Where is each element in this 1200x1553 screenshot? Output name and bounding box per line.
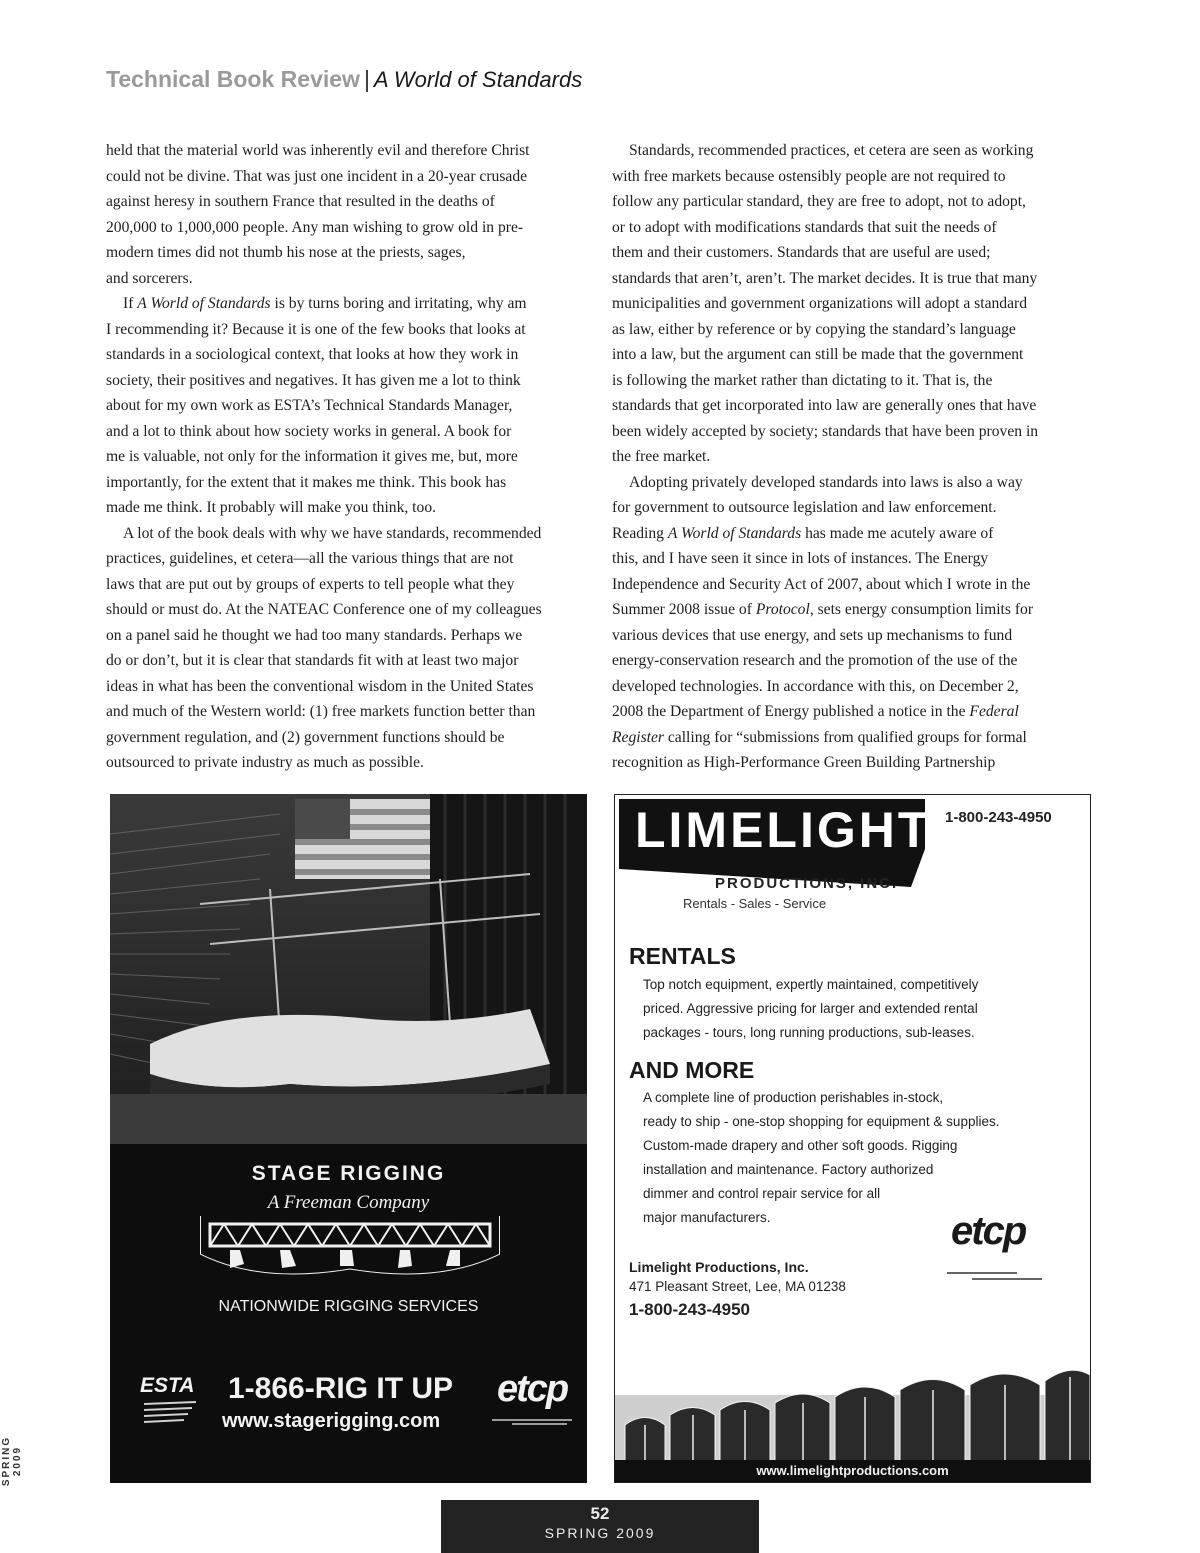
arena-stage-photo: [110, 794, 587, 1144]
text-line: the free market.: [612, 448, 711, 465]
text-line: should or must do. At the NATEAC Conference one of my colleagues: [106, 601, 542, 618]
rentals-body: [643, 973, 1083, 1045]
esta-logo: ESTA: [140, 1374, 195, 1397]
text-line: outsourced to private industry as much as possible.: [106, 754, 424, 771]
text-line: packages - tours, long running productions, sub-leases.: [643, 1025, 975, 1040]
text-run: Summer 2008 issue of: [612, 601, 756, 618]
issue-label: SPRING 2009: [544, 1525, 656, 1541]
left-column: [106, 138, 594, 776]
stage-rigging-phone[interactable]: 1-866-RIG IT UP: [228, 1372, 454, 1405]
publication-title: Federal: [969, 703, 1019, 720]
side-issue-label: [1, 1420, 23, 1500]
text-line: me is valuable, not only for the information it gives me, but, more: [106, 448, 518, 465]
text-line: dimmer and control repair service for all: [643, 1186, 881, 1201]
text-run: 2008 the Department of Energy published a notice in the: [612, 703, 970, 720]
text-line: [106, 291, 594, 317]
text-line: Adopting privately developed standards into laws is also a way: [629, 473, 1023, 491]
right-column: [612, 138, 1100, 776]
stage-rigging-website[interactable]: www.stagerigging.com: [222, 1410, 441, 1432]
text-line: energy-conservation research and the promotion of the use of the: [612, 652, 1018, 669]
limelight-contact: [629, 1257, 846, 1323]
text-line: practices, guidelines, et cetera—all the various things that are not: [106, 550, 514, 567]
etcp-fine-print-icon: [947, 1269, 1047, 1283]
limelight-tagline: Rentals - Sales - Service: [683, 896, 827, 911]
book-title: A World of Standards: [667, 524, 802, 542]
text-run: has made me acutely aware of: [801, 524, 994, 542]
services-text: NATIONWIDE RIGGING SERVICES: [218, 1298, 479, 1315]
limelight-phone-top[interactable]: 1-800-243-4950: [945, 809, 1052, 826]
paragraph: [612, 138, 1100, 470]
text-line: municipalities and government organizations will adopt a standard: [612, 295, 1028, 312]
text-line: I recommending it? Because it is one of the few books that looks at: [106, 320, 526, 338]
text-line: major manufacturers.: [643, 1210, 771, 1225]
company-address: 471 Pleasant Street, Lee, MA 01238: [629, 1279, 846, 1294]
text-line: held that the material world was inherently evil and therefore Christ: [106, 142, 530, 159]
text-line: [612, 521, 1100, 547]
text-line: recognition as High-Performance Green Building Partnership: [612, 754, 996, 771]
etcp-logo: etcp: [497, 1368, 568, 1410]
and-more-heading: AND MORE: [629, 1057, 755, 1083]
text-line: this, and I have seen it since in lots of instances. The Energy: [612, 550, 989, 567]
text-line: them and their customers. Standards that are useful are used;: [612, 244, 991, 261]
text-line: standards in a sociological context, that looks at how they work in: [106, 346, 519, 363]
publication-title: Register: [612, 728, 664, 746]
etcp-fine-print-icon: [492, 1416, 572, 1426]
text-line: about for my own work as ESTA’s Technical Standards Manager,: [106, 397, 513, 414]
text-line: priced. Aggressive pricing for larger and extended rental: [643, 1001, 978, 1016]
text-run: If: [123, 295, 138, 312]
text-line: A lot of the book deals with why we have standards, recommended: [123, 524, 542, 542]
text-line: various devices that use energy, and sets up mechanisms to fund: [612, 626, 1013, 644]
truss-logo: [200, 1214, 500, 1284]
text-line: been widely accepted by society; standards that have been proven in: [612, 422, 1039, 440]
text-line: on a panel said he thought we had too many standards. Perhaps we: [106, 626, 523, 644]
text-line: Standards, recommended practices, et cetera are seen as working: [629, 142, 1034, 159]
side-issue-text: SPRING 2009: [1, 1435, 23, 1487]
paragraph: [106, 521, 594, 776]
text-line: installation and maintenance. Factory authorized: [643, 1162, 934, 1177]
text-line: modern times did not thumb his nose at the priests, sages,: [106, 244, 466, 261]
etcp-logo: etcp: [951, 1209, 1026, 1253]
text-line: importantly, for the extent that it makes me think. This book has: [106, 473, 507, 491]
text-line: and a lot to think about how society works in general. A book for: [106, 422, 512, 440]
text-line: developed technologies. In accordance with this, on December 2,: [612, 677, 1019, 695]
text-line: or to adopt with modifications standards that suit the needs of: [612, 218, 997, 236]
text-line: with free markets because ostensibly people are not required to: [612, 167, 1006, 185]
stage-rigging-subtitle: A Freeman Company: [267, 1192, 430, 1213]
text-line: could not be divine. That was just one incident in a 20-year crusade: [106, 167, 528, 185]
magazine-title: Protocol: [755, 601, 810, 618]
text-line: 200,000 to 1,000,000 people. Any man wishing to grow old in pre-: [106, 218, 524, 236]
paragraph: [106, 138, 594, 291]
text-line: [612, 725, 1100, 751]
text-line: Custom-made drapery and other soft goods. Rigging: [643, 1138, 958, 1153]
text-run: Reading: [612, 524, 668, 542]
text-line: into a law, but the argument can still be made that the government: [612, 346, 1024, 363]
text-line: standards that aren’t, aren’t. The market decides. It is true that many: [612, 269, 1038, 287]
esta-swoosh-icon: [144, 1400, 196, 1424]
section-label: Technical Book Review: [106, 66, 360, 92]
text-line: and much of the Western world: (1) free markets function better than: [106, 703, 536, 720]
text-line: society, their positives and negatives. It has given me a lot to think: [106, 371, 521, 389]
limelight-website[interactable]: www.limelightproductions.com: [615, 1460, 1090, 1482]
rentals-heading: RENTALS: [629, 943, 736, 969]
company-name: Limelight Productions, Inc.: [629, 1259, 809, 1275]
stage-rigging-ad[interactable]: [110, 794, 587, 1483]
text-run: is by turns boring and irritating, why am: [270, 295, 527, 312]
text-line: Top notch equipment, expertly maintained, competitively: [643, 977, 979, 992]
lighting-fixtures-image: [615, 1355, 1090, 1465]
stage-rigging-name: STAGE RIGGING: [251, 1162, 446, 1185]
paragraph: [612, 470, 1100, 776]
text-line: A complete line of production perishables in-stock,: [643, 1090, 944, 1105]
text-line: and sorcerers.: [106, 269, 193, 287]
page-footer: [441, 1500, 759, 1553]
text-line: ideas in what has been the conventional wisdom in the United States: [106, 677, 534, 695]
text-line: ready to ship - one-stop shopping for equipment & supplies.: [643, 1114, 1000, 1129]
article-title: A World of Standards: [373, 67, 583, 92]
limelight-ad[interactable]: [614, 794, 1091, 1483]
text-line: follow any particular standard, they are free to adopt, not to adopt,: [612, 193, 1026, 210]
text-line: laws that are put out by groups of experts to tell people what they: [106, 575, 515, 593]
page-number: 52: [590, 1504, 610, 1523]
limelight-productions: PRODUCTIONS, INC.: [715, 875, 899, 892]
text-line: [612, 597, 1100, 623]
paragraph: [106, 291, 594, 521]
text-line: made me think. It probably will make you think, too.: [106, 499, 437, 516]
text-line: is following the market rather than dictating to it. That is, the: [612, 371, 993, 389]
book-title: A World of Standards: [137, 295, 271, 312]
text-line: Independence and Security Act of 2007, about which I wrote in the: [612, 575, 1031, 593]
text-line: against heresy in southern France that resulted in the deaths of: [106, 193, 495, 210]
text-line: do or don’t, but it is clear that standards fit with at least two major: [106, 652, 519, 669]
text-line: as law, either by reference or by copying the standard’s language: [612, 320, 1016, 338]
running-header: [106, 66, 582, 102]
company-phone[interactable]: 1-800-243-4950: [629, 1300, 750, 1319]
text-line: for government to outsource legislation and law enforcement.: [612, 499, 997, 516]
text-run: calling for “submissions from qualified groups for formal: [663, 728, 1027, 746]
limelight-logo: LIMELIGHT: [635, 802, 932, 858]
text-run: , sets energy consumption limits for: [809, 601, 1034, 618]
text-line: government regulation, and (2) government functions should be: [106, 728, 505, 746]
header-separator: |: [363, 66, 370, 92]
text-line: [612, 699, 1100, 725]
text-line: standards that get incorporated into law are generally ones that have: [612, 397, 1037, 414]
